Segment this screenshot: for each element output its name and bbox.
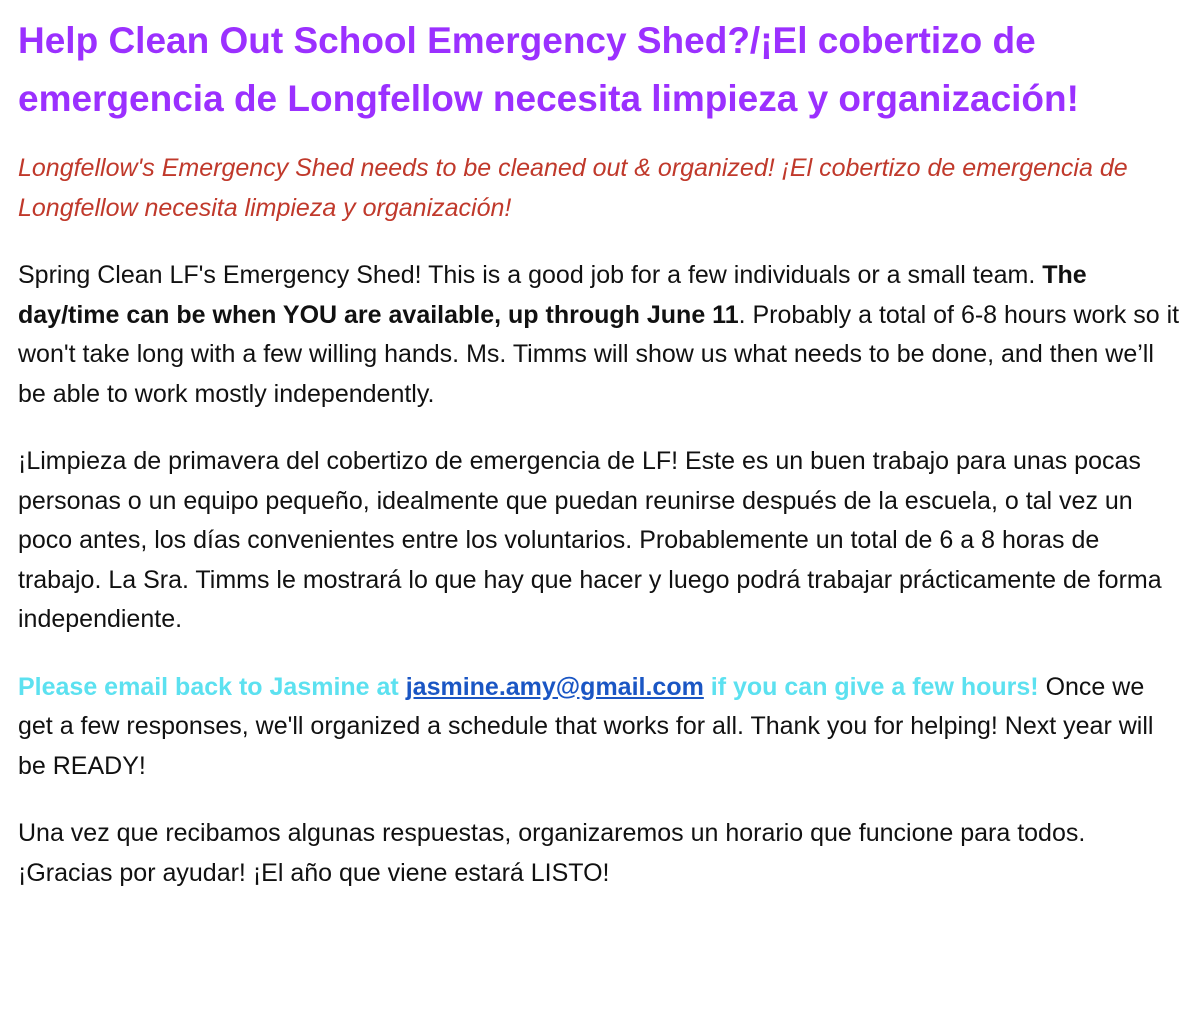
email-link[interactable]: jasmine.amy@gmail.com — [405, 672, 704, 701]
paragraph-english-intro-rest: . Probably a total of 6-8 hours work so it won't take long with a few willing hands. Ms. Timms will show us what needs to be done, and then we’ll be able to work mostly independently. — [18, 300, 1180, 408]
page-title: Help Clean Out School Emergency Shed?/¡El cobertizo de emergencia de Longfellow necesita limpieza y organización! — [18, 20, 1079, 119]
paragraph-contact — [18, 668, 1182, 787]
paragraph-english-intro-text: Spring Clean LF's Emergency Shed! This is a good job for a few individuals or a small team. — [18, 261, 1043, 289]
subtitle: Longfellow's Emergency Shed needs to be cleaned out & organized! ¡El cobertizo de emergencia de Longfellow necesita limpieza y organización! — [18, 154, 1128, 222]
availability-highlight: The day/time can be when YOU are available, up through June 11 — [18, 261, 1087, 329]
contact-callout-start: Please email back to Jasmine at — [18, 672, 406, 701]
contact-rest: Once we get a few responses, we'll organized a schedule that works for all. Thank you for helping! Next year will be READY! — [18, 672, 1154, 780]
contact-callout-end: if you can give a few hours! — [703, 672, 1039, 701]
paragraph-english-intro — [18, 256, 1182, 414]
paragraph-spanish-closing: Una vez que recibamos algunas respuestas, organizaremos un horario que funcione para todos. ¡Gracias por ayudar! ¡El año que viene estará LISTO! — [18, 819, 1086, 887]
paragraph-spanish-intro: ¡Limpieza de primavera del cobertizo de emergencia de LF! Este es un buen trabajo para unas pocas personas o un equipo pequeño, idealmente que puedan reunirse después de la escuela, o tal vez un poco antes, los días convenientes entre los voluntarios. Probablemente un total de 6 a 8 horas de trabajo. La Sra. Timms le mostrará lo que hay que hacer y luego podrá trabajar prácticamente de forma independiente. — [18, 447, 1162, 633]
